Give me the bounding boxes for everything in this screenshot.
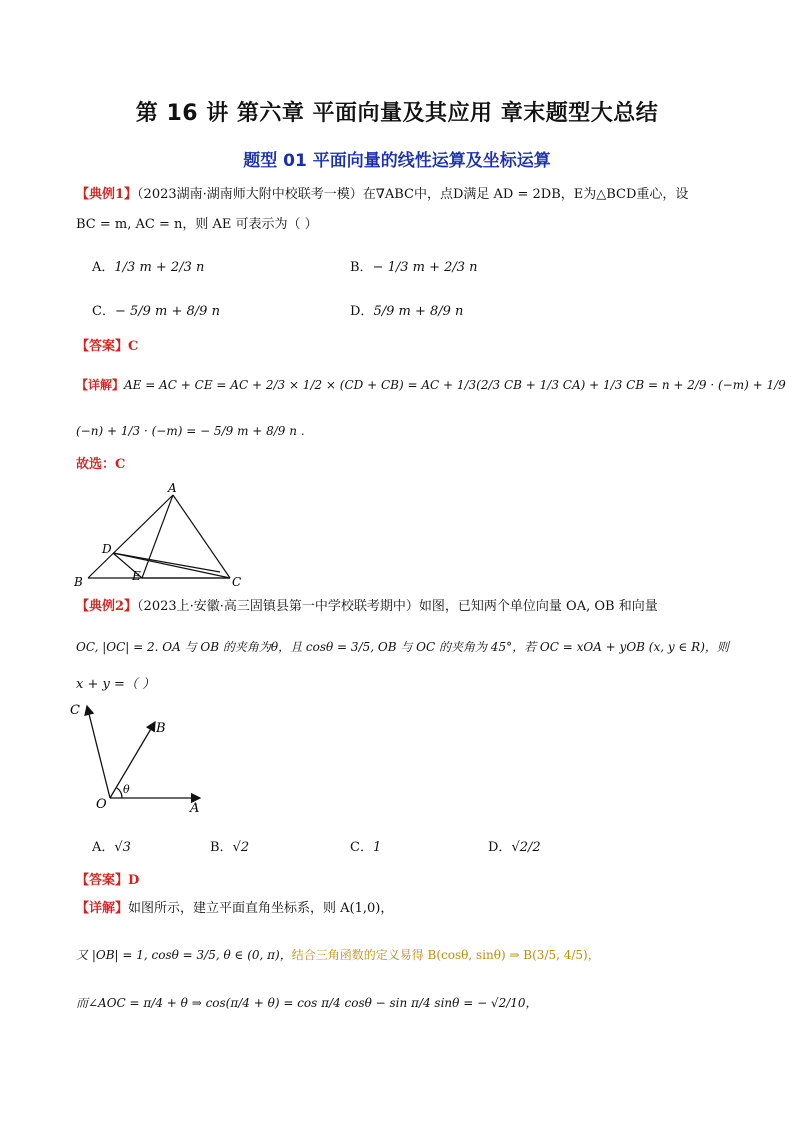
example2-option-a: A．√3	[92, 840, 131, 855]
example1-option-d: D．5/9 m + 8/9 n	[350, 304, 464, 319]
vector-figure	[60, 696, 220, 816]
segment-ae	[142, 495, 173, 578]
label-a: A	[190, 801, 200, 816]
example2-stem-line1: 【典例2】（2023上·安徽·高三固镇县第一中学校联考期中）如图，已知两个单位向量 OA, OB 和向量	[76, 599, 658, 614]
example2-option-d: D．√2/2	[488, 840, 541, 855]
example1-detail-line2: (−n) + 1/3 · (−m) = − 5/9 m + 8/9 n .	[76, 424, 305, 438]
example1-stem-text1: 在∇ABC中，点D满足 AD = 2DB，E为△BCD重心，设	[362, 187, 689, 202]
segment-d-inner	[113, 553, 220, 572]
label-a: A	[168, 481, 177, 495]
example1-option-a: A．1/3 m + 2/3 n	[92, 260, 205, 275]
label-c: C	[232, 575, 242, 589]
example2-answer: 【答案】D	[76, 873, 140, 888]
section-title: 题型 01 平面向量的线性运算及坐标运算	[243, 151, 551, 171]
vector-oc	[87, 706, 110, 798]
example1-choose: 故选：C	[76, 457, 126, 472]
example1-answer: 【答案】C	[76, 339, 139, 354]
label-b: B	[74, 575, 83, 589]
label-e: E	[132, 569, 141, 583]
example1-option-b: B．− 1/3 m + 2/3 n	[350, 260, 478, 275]
label-o: O	[96, 797, 107, 812]
page-title: 第 16 讲 第六章 平面向量及其应用 章末题型大总结	[135, 101, 659, 126]
angle-theta-arc	[117, 788, 122, 798]
example2-detail-line3: 而∠AOC = π/4 + θ ⇒ cos(π/4 + θ) = cos π/4 cosθ − sin π/4 sinθ = − √2/10，	[76, 996, 538, 1010]
example1-option-c: C．− 5/9 m + 8/9 n	[92, 304, 220, 319]
example2-stem-line3: x + y =（ ）	[76, 677, 155, 692]
edge-ba	[88, 495, 173, 578]
example2-detail-line1: 【详解】如图所示，建立平面直角坐标系，则 A(1,0)，	[76, 901, 394, 916]
example1-stem-line2: BC = m, AC = n，则 AE 可表示为（ ）	[76, 217, 318, 232]
example1-stem-line1	[76, 186, 688, 204]
triangle-figure	[70, 480, 250, 590]
example2-option-b: B．√2	[210, 840, 250, 855]
vector-ob	[110, 722, 155, 798]
example1-detail-line1: 【详解】AE = AC + CE = AC + 2/3 × 1/2 × (CD + CB) = AC + 1/3(2/3 CB + 1/3 CA) + 1/3 CB = n + 2/9 · (−m) + 1/9	[76, 378, 786, 392]
example2-stem-line2: OC, |OC| = 2. OA 与 OB 的夹角为θ，且 cosθ = 3/5, OB 与 OC 的夹角为 45°，若 OC = xOA + yOB (x, y ∈ R)，则	[76, 640, 729, 654]
example2-option-c: C．1	[350, 840, 382, 855]
example1-source: （2023湖南·湖南师大附中校联考一模）	[137, 187, 363, 202]
label-theta: θ	[123, 783, 130, 796]
label-c: C	[70, 703, 80, 718]
segment-dc	[113, 553, 230, 578]
example1-tag: 【典例1】	[76, 187, 138, 202]
label-d: D	[102, 542, 112, 556]
label-b: B	[156, 721, 166, 736]
example2-detail-line2: 又 |OB| = 1, cosθ = 3/5, θ ∈ (0, π)，结合三角函数的定义易得 B(cosθ, sinθ) ⇒ B(3/5, 4/5)，	[76, 948, 600, 962]
